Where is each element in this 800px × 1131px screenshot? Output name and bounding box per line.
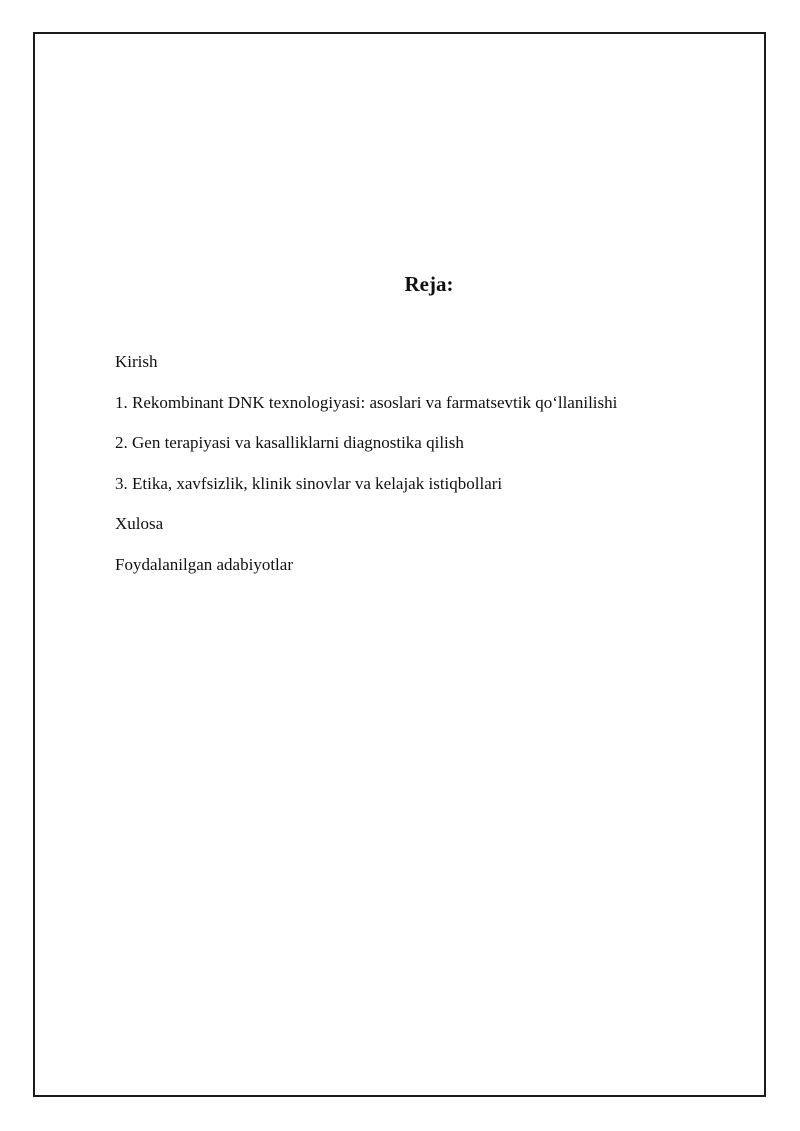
page-title: Reja: [404, 272, 454, 296]
toc-item-intro: Kirish [115, 352, 158, 371]
toc-item-conclusion: Xulosa [115, 514, 164, 533]
table-of-contents [115, 351, 617, 594]
toc-item-references: Foydalanilgan adabiyotlar [115, 554, 293, 574]
toc-item-1: 1. Rekombinant DNK texnologiyasi: asoslari va farmatsevtik qo‘llanilishi [115, 392, 618, 412]
toc-item-3: 3. Etika, xavfsizlik, klinik sinovlar va kelajak istiqbollari [115, 473, 503, 493]
toc-item-2: 2. Gen terapiyasi va kasalliklarni diagnostika qilish [115, 433, 464, 452]
